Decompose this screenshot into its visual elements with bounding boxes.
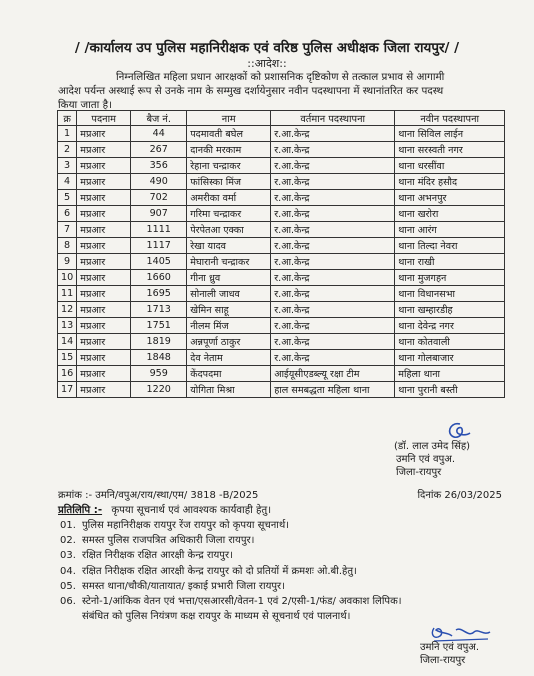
copy-text: कृपया सूचनार्थ एवं आवश्यक कार्यवाही हेतु।	[111, 505, 272, 516]
list-item-number: 06.	[60, 596, 76, 608]
cell-new-posting: थाना पुरानी बस्ती	[395, 382, 505, 398]
reference-date: दिनांक 26/03/2025	[417, 490, 502, 501]
copy-label: प्रतिलिपि :-	[58, 505, 103, 516]
cell-badge: 1220	[131, 382, 187, 398]
cell-serial: 14	[58, 334, 77, 350]
cell-name: पेरपेतआ एक्का	[187, 222, 271, 238]
list-item-number: 05.	[60, 580, 76, 592]
list-item-text: रक्षित निरीक्षक रक्षित आरक्षी केन्द्र रायपुर।	[82, 550, 233, 562]
cell-new-posting: थाना देवेन्द्र नगर	[395, 318, 505, 334]
cell-designation: मप्रआर	[77, 350, 131, 366]
table-row	[58, 334, 505, 350]
cell-serial: 9	[58, 254, 77, 270]
cell-designation: मप्रआर	[77, 142, 131, 158]
table-row	[58, 126, 505, 142]
table-row	[58, 350, 505, 366]
cell-designation: मप्रआर	[77, 190, 131, 206]
cell-badge: 1819	[131, 334, 187, 350]
cell-badge: 1117	[131, 238, 187, 254]
intro-line: किया जाता है।	[58, 99, 112, 111]
list-item-number: 02.	[60, 535, 76, 547]
col-header-badge: बैज नं.	[131, 111, 187, 126]
col-header-new-posting: नवीन पदस्थापना	[395, 111, 505, 126]
cell-new-posting: थाना खम्हारडीह	[395, 302, 505, 318]
cell-current-posting: र.आ.केन्द्र	[271, 318, 395, 334]
cell-current-posting: र.आ.केन्द्र	[271, 350, 395, 366]
cell-serial: 11	[58, 286, 77, 302]
cell-designation: मप्रआर	[77, 222, 131, 238]
cell-designation: मप्रआर	[77, 158, 131, 174]
cell-designation: मप्रआर	[77, 366, 131, 382]
cell-serial: 3	[58, 158, 77, 174]
cell-current-posting: र.आ.केन्द्र	[271, 286, 395, 302]
table-row	[58, 302, 505, 318]
list-item-text: पुलिस महानिरीक्षक रायपुर रेंज रायपुर को कृपया सूचनार्थ।	[82, 520, 290, 531]
cell-current-posting: हाल समबद्धता महिला थाना	[271, 382, 395, 398]
col-header-current-posting: वर्तमान पदस्थापना	[271, 111, 395, 126]
cell-new-posting: थाना अभनपुर	[395, 190, 505, 206]
cell-new-posting: थाना खरोरा	[395, 206, 505, 222]
list-item-text: स्टेनो-1/आंकिक वेतन एवं भत्ता/एसआरसी/वेतन-1 एवं 2/एसी-1/फंड/ अवकाश लिपिक।	[82, 596, 402, 608]
cell-badge: 1111	[131, 222, 187, 238]
cell-badge: 1751	[131, 318, 187, 334]
intro-line: निम्नलिखित महिला प्रधान आरक्षकों को प्रशासनिक दृष्टिकोण से तत्काल प्रभाव से आगामी	[116, 71, 445, 83]
cell-serial: 6	[58, 206, 77, 222]
cell-name: गीना ध्रुव	[187, 270, 271, 286]
cell-name: देव नेताम	[187, 350, 271, 366]
table-row	[58, 190, 505, 206]
cell-name: योगिता मिश्रा	[187, 382, 271, 398]
table-row	[58, 158, 505, 174]
cell-name: खेमिन साहू	[187, 302, 271, 318]
cell-name: नीलम मिंज	[187, 318, 271, 334]
cell-new-posting: थाना आरंग	[395, 222, 505, 238]
cell-name: गरिमा चन्द्राकर	[187, 206, 271, 222]
intro-paragraph	[58, 70, 498, 112]
cell-serial: 8	[58, 238, 77, 254]
cell-new-posting: थाना राखी	[395, 254, 505, 270]
list-item	[60, 579, 510, 594]
list-item-number: 01.	[60, 520, 76, 531]
cell-name: सोनाली जाधव	[187, 286, 271, 302]
cell-designation: मप्रआर	[77, 270, 131, 286]
cell-serial: 2	[58, 142, 77, 158]
cell-current-posting: र.आ.केन्द्र	[271, 254, 395, 270]
cell-badge: 959	[131, 366, 187, 382]
signatory-name: (डॉ. लाल उमेद सिंह)	[394, 441, 471, 452]
col-header-designation: पदनाम	[77, 111, 131, 126]
intro-line: आदेश पर्यन्त अस्थाई रूप से उनके नाम के सम्मुख दर्शायेनुसार नवीन पदस्थापना में स्थानांतरित कर पदस्थ	[58, 85, 444, 97]
cell-new-posting: थाना विधानसभा	[395, 286, 505, 302]
cell-current-posting: र.आ.केन्द्र	[271, 174, 395, 190]
cell-name: दानकी मरकाम	[187, 142, 271, 158]
reference-line	[58, 487, 502, 501]
table-row	[58, 206, 505, 222]
cell-name: केंदपदमा	[187, 366, 271, 382]
cell-designation: मप्रआर	[77, 318, 131, 334]
cell-badge: 356	[131, 158, 187, 174]
cell-badge: 1695	[131, 286, 187, 302]
cell-serial: 1	[58, 126, 77, 142]
table-row	[58, 142, 505, 158]
cell-new-posting: थाना कोतवाली	[395, 334, 505, 350]
cell-serial: 12	[58, 302, 77, 318]
cell-name: पदमावती बघेल	[187, 126, 271, 142]
signature-block-1	[396, 440, 470, 479]
office-title: / /कार्यालय उप पुलिस महानिरीक्षक एवं वरिष्ठ पुलिस अधीक्षक जिला रायपुर/ /	[74, 40, 460, 56]
list-item-number: 04.	[60, 565, 76, 577]
table-row	[58, 254, 505, 270]
table-row	[58, 318, 505, 334]
cell-new-posting: थाना गोलबाजार	[395, 350, 505, 366]
signatory-district: जिला-रायपुर	[396, 467, 442, 478]
list-item	[60, 518, 510, 533]
cell-badge: 1660	[131, 270, 187, 286]
cell-new-posting: महिला थाना	[395, 366, 505, 382]
cell-serial: 17	[58, 382, 77, 398]
table-header-row	[58, 111, 505, 126]
cell-current-posting: र.आ.केन्द्र	[271, 142, 395, 158]
officer-signature	[444, 420, 474, 442]
cell-new-posting: थाना सिविल लाईन	[395, 126, 505, 142]
col-header-name: नाम	[187, 111, 271, 126]
cell-designation: मप्रआर	[77, 126, 131, 142]
list-item	[60, 548, 510, 563]
cell-name: फांसिस्का मिंज	[187, 174, 271, 190]
cell-name: अमरीका वर्मा	[187, 190, 271, 206]
cell-name: रेहाना चन्द्राकर	[187, 158, 271, 174]
cell-badge: 267	[131, 142, 187, 158]
reference-number: क्रमांक :- उमनि/वपुअ/राय/स्था/एम/ 3818 -B/2025	[58, 490, 259, 501]
recipient-list	[60, 518, 510, 624]
cell-badge: 1848	[131, 350, 187, 366]
cell-badge: 1713	[131, 302, 187, 318]
cell-current-posting: र.आ.केन्द्र	[271, 206, 395, 222]
cell-current-posting: र.आ.केन्द्र	[271, 222, 395, 238]
cell-name: रेखा यादव	[187, 238, 271, 254]
cell-serial: 7	[58, 222, 77, 238]
cell-new-posting: थाना सरस्वती नगर	[395, 142, 505, 158]
cell-designation: मप्रआर	[77, 382, 131, 398]
cell-designation: मप्रआर	[77, 286, 131, 302]
list-item-text: समस्त पुलिस राजपत्रित अधिकारी जिला रायपुर।	[82, 535, 255, 547]
signatory-designation: उमनि एवं वपुअ.	[420, 642, 480, 653]
cell-designation: मप्रआर	[77, 238, 131, 254]
cell-current-posting: र.आ.केन्द्र	[271, 126, 395, 142]
cell-new-posting: थाना मुजगहन	[395, 270, 505, 286]
cell-new-posting: थाना धरसींवा	[395, 158, 505, 174]
cell-badge: 490	[131, 174, 187, 190]
table-row	[58, 270, 505, 286]
table-row	[58, 366, 505, 382]
cell-badge: 702	[131, 190, 187, 206]
cell-current-posting: र.आ.केन्द्र	[271, 190, 395, 206]
cell-badge: 44	[131, 126, 187, 142]
cell-designation: मप्रआर	[77, 206, 131, 222]
cell-current-posting: आईयूसीएडब्ल्यू रक्षा टीम	[271, 366, 395, 382]
order-label: ::आदेश::	[247, 57, 287, 70]
cell-current-posting: र.आ.केन्द्र	[271, 270, 395, 286]
copy-heading	[58, 502, 271, 516]
cell-current-posting: र.आ.केन्द्र	[271, 158, 395, 174]
cell-designation: मप्रआर	[77, 174, 131, 190]
transfer-table	[57, 110, 505, 398]
cell-designation: मप्रआर	[77, 254, 131, 270]
cell-serial: 10	[58, 270, 77, 286]
cell-new-posting: थाना तिल्दा नेवरा	[395, 238, 505, 254]
table-row	[58, 286, 505, 302]
cell-designation: मप्रआर	[77, 302, 131, 318]
signatory-district: जिला-रायपुर	[420, 655, 466, 666]
cell-serial: 16	[58, 366, 77, 382]
cell-serial: 4	[58, 174, 77, 190]
cell-badge: 907	[131, 206, 187, 222]
cell-current-posting: र.आ.केन्द्र	[271, 302, 395, 318]
list-item-number: 03.	[60, 550, 76, 562]
cell-serial: 15	[58, 350, 77, 366]
cell-current-posting: र.आ.केन्द्र	[271, 238, 395, 254]
cell-serial: 13	[58, 318, 77, 334]
cell-name: मेघारानी चन्द्राकर	[187, 254, 271, 270]
list-item	[60, 533, 510, 548]
signatory-designation: उमनि एवं वपुअ.	[396, 454, 456, 465]
cell-current-posting: र.आ.केन्द्र	[271, 334, 395, 350]
list-item-text: समस्त थाना/चौकी/यातायात/ इकाई प्रभारी जिला रायपुर।	[82, 580, 285, 592]
cell-name: अन्नपूर्णा ठाकुर	[187, 334, 271, 350]
cell-serial: 5	[58, 190, 77, 206]
list-item-text: संबंधित को पुलिस नियंत्रण कक्ष रायपुर के माध्यम से सूचनार्थ एवं पालनार्थ।	[82, 611, 351, 623]
list-item	[60, 594, 510, 609]
list-item-text: रक्षित निरीक्षक रक्षित आरक्षी केन्द्र रायपुर को दो प्रतियों में क्रमशः ओ.बी.हेतु।	[82, 565, 357, 577]
table-row	[58, 238, 505, 254]
table-row	[58, 382, 505, 398]
cell-designation: मप्रआर	[77, 334, 131, 350]
list-item	[60, 564, 510, 579]
col-header-serial: क्र	[58, 111, 77, 126]
table-row	[58, 174, 505, 190]
table-row	[58, 222, 505, 238]
cell-badge: 1405	[131, 254, 187, 270]
cell-new-posting: थाना मंदिर हसौद	[395, 174, 505, 190]
signature-block-2	[420, 641, 479, 667]
